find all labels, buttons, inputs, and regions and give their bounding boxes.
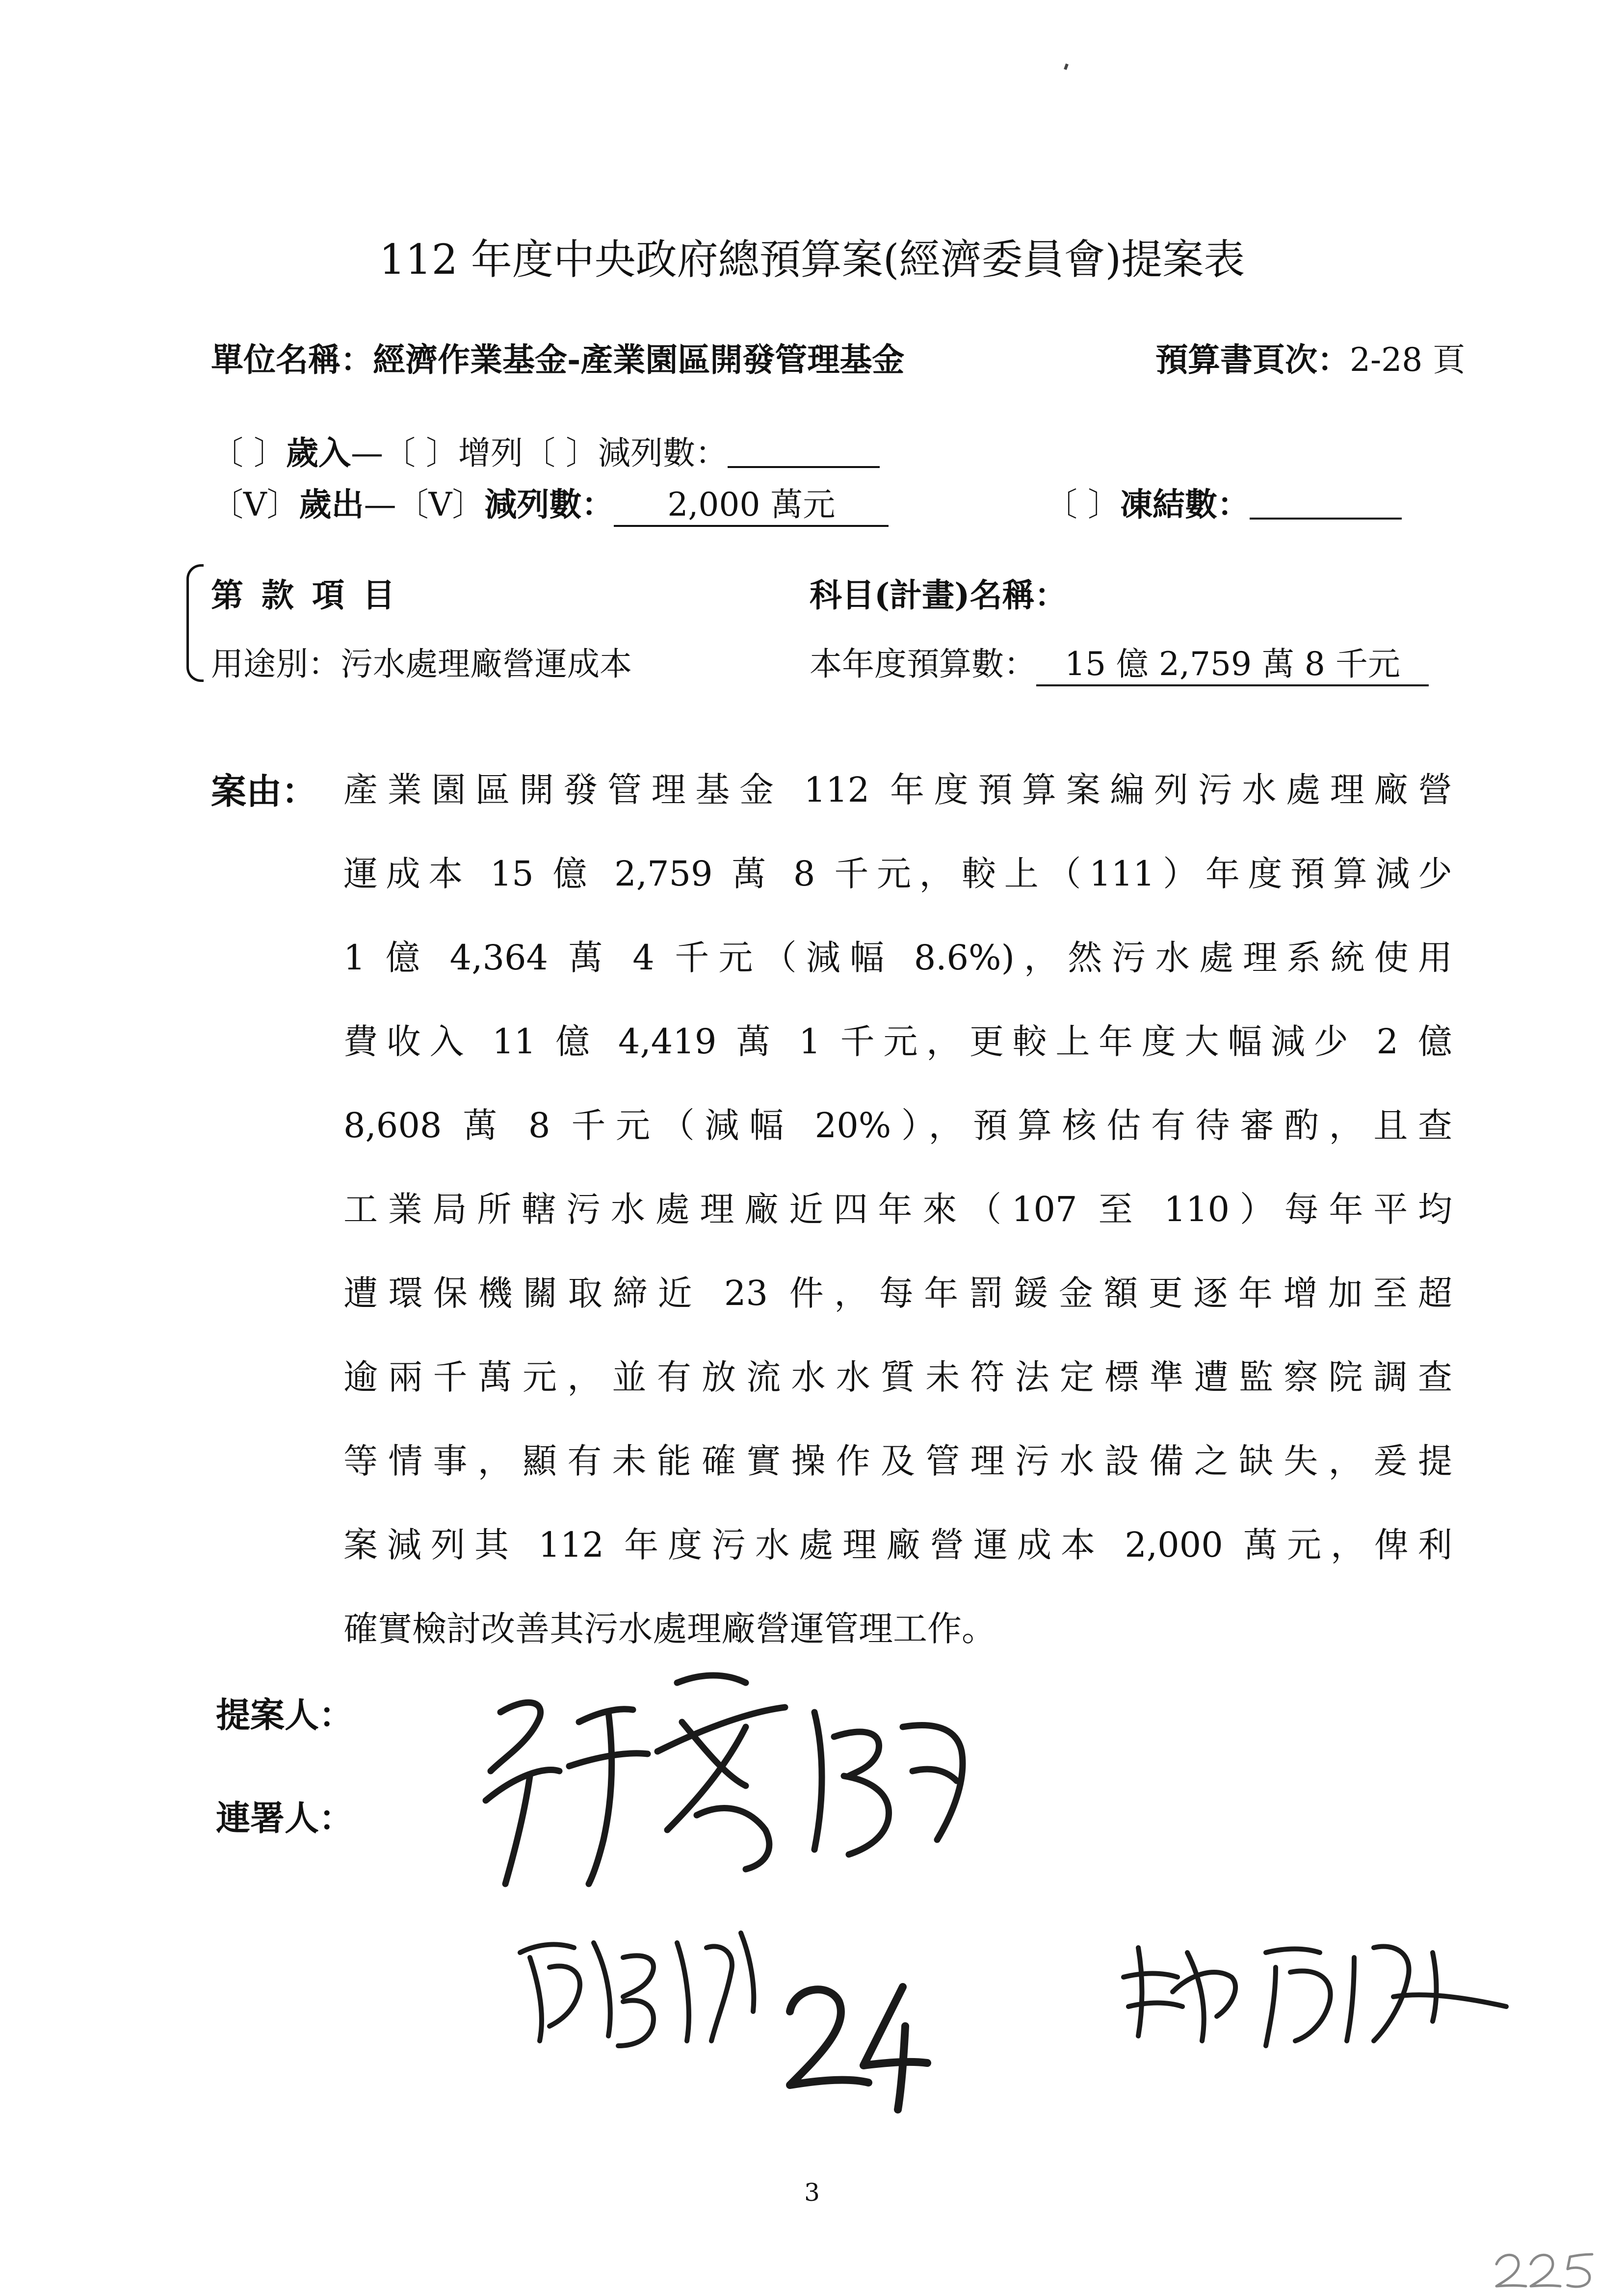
reason-line: 費收入 11 億 4,419 萬 1 千元，更較上年度大幅減少 2 億 bbox=[343, 1021, 1452, 1062]
revenue-checkbox: 〔 〕 bbox=[211, 434, 286, 472]
expense-dash: — bbox=[364, 486, 396, 523]
reason-line: 產業園區開發管理基金 112 年度預算案編列污水處理廠營 bbox=[343, 770, 1452, 810]
page-number: 3 bbox=[804, 2178, 820, 2207]
revenue-increase-checkbox: 〔 〕 bbox=[383, 434, 458, 472]
freeze-value bbox=[1250, 488, 1402, 520]
handwritten-corner-number bbox=[1492, 2247, 1599, 2291]
proposer-signature bbox=[471, 1653, 986, 1908]
budget-page-label: 預算書頁次： bbox=[1155, 340, 1350, 379]
reason-line: 1 億 4,364 萬 4 千元（減幅 8.6%)，然污水處理系統使用 bbox=[343, 938, 1452, 978]
handwritten-number-24 bbox=[775, 1972, 932, 2119]
freeze-row bbox=[1045, 478, 1402, 525]
revenue-decrease-label: 減列數： bbox=[598, 434, 728, 472]
budget-page-value: 2-28 頁 bbox=[1350, 341, 1466, 379]
revenue-row bbox=[211, 427, 880, 473]
subject-label: 科目(計畫)名稱： bbox=[810, 576, 1067, 614]
reason-line: 遭環保機關取締近 23 件，每年罰鍰金額更逐年增加至超 bbox=[343, 1273, 1452, 1313]
proposer-label: 提案人： bbox=[216, 1695, 353, 1735]
expense-checkbox: 〔V〕 bbox=[211, 486, 299, 523]
unit-label: 單位名稱： bbox=[211, 340, 373, 379]
revenue-label: 歲入 bbox=[286, 434, 351, 472]
revenue-increase-label: 增列 bbox=[458, 434, 523, 472]
reason-body bbox=[343, 748, 1452, 1671]
budget-page-row bbox=[1155, 334, 1465, 380]
revenue-decrease-value bbox=[728, 437, 880, 468]
reason-line: 運成本 15 億 2,759 萬 8 千元，較上（111）年度預算減少 bbox=[343, 854, 1452, 894]
reason-label: 案由： bbox=[211, 770, 317, 812]
reason-line: 工業局所轄污水處理廠近四年來（107 至 110）每年平均 bbox=[343, 1189, 1452, 1229]
scan-mark bbox=[1064, 63, 1069, 70]
item-heading: 第 款 項 目 bbox=[211, 576, 395, 614]
usage-line: 用途別：污水處理廠營運成本 bbox=[211, 645, 632, 683]
reason-line: 確實檢討改善其污水處理廠營運管理工作。 bbox=[343, 1609, 996, 1649]
unit-row bbox=[211, 334, 904, 380]
cosigner-signature bbox=[510, 1913, 785, 2056]
reason-line: 等情事，顯有未能確實操作及管理污水設備之缺失，爰提 bbox=[343, 1441, 1452, 1481]
cosigner-signature-2 bbox=[1119, 1923, 1526, 2056]
reason-line: 8,608 萬 8 千元（減幅 20%），預算核估有待審酌，且查 bbox=[343, 1105, 1452, 1146]
revenue-dash: — bbox=[350, 434, 383, 472]
cosigner-label: 連署人： bbox=[216, 1798, 353, 1838]
expense-decrease-checkbox: 〔V〕 bbox=[396, 486, 485, 523]
unit-name: 經濟作業基金-產業園區開發管理基金 bbox=[373, 340, 905, 379]
expense-decrease-label: 減列數： bbox=[484, 485, 614, 523]
budget-row bbox=[810, 638, 1429, 686]
expense-decrease-value: 2,000 萬元 bbox=[614, 478, 889, 527]
freeze-checkbox: 〔 〕 bbox=[1045, 486, 1120, 523]
budget-label: 本年度預算數： bbox=[810, 645, 1036, 683]
revenue-decrease-checkbox: 〔 〕 bbox=[523, 434, 598, 472]
expense-label: 歲出 bbox=[299, 485, 364, 523]
expense-row bbox=[211, 478, 889, 527]
item-brace bbox=[186, 564, 204, 682]
budget-value: 15 億 2,759 萬 8 千元 bbox=[1036, 638, 1429, 686]
reason-line: 逾兩千萬元，並有放流水水質未符法定標準遭監察院調查 bbox=[343, 1357, 1452, 1397]
freeze-label: 凍結數： bbox=[1120, 485, 1250, 523]
reason-line: 案減列其 112 年度污水處理廠營運成本 2,000 萬元，俾利 bbox=[343, 1525, 1452, 1565]
page-title: 112 年度中央政府總預算案(經濟委員會)提案表 bbox=[379, 235, 1245, 284]
